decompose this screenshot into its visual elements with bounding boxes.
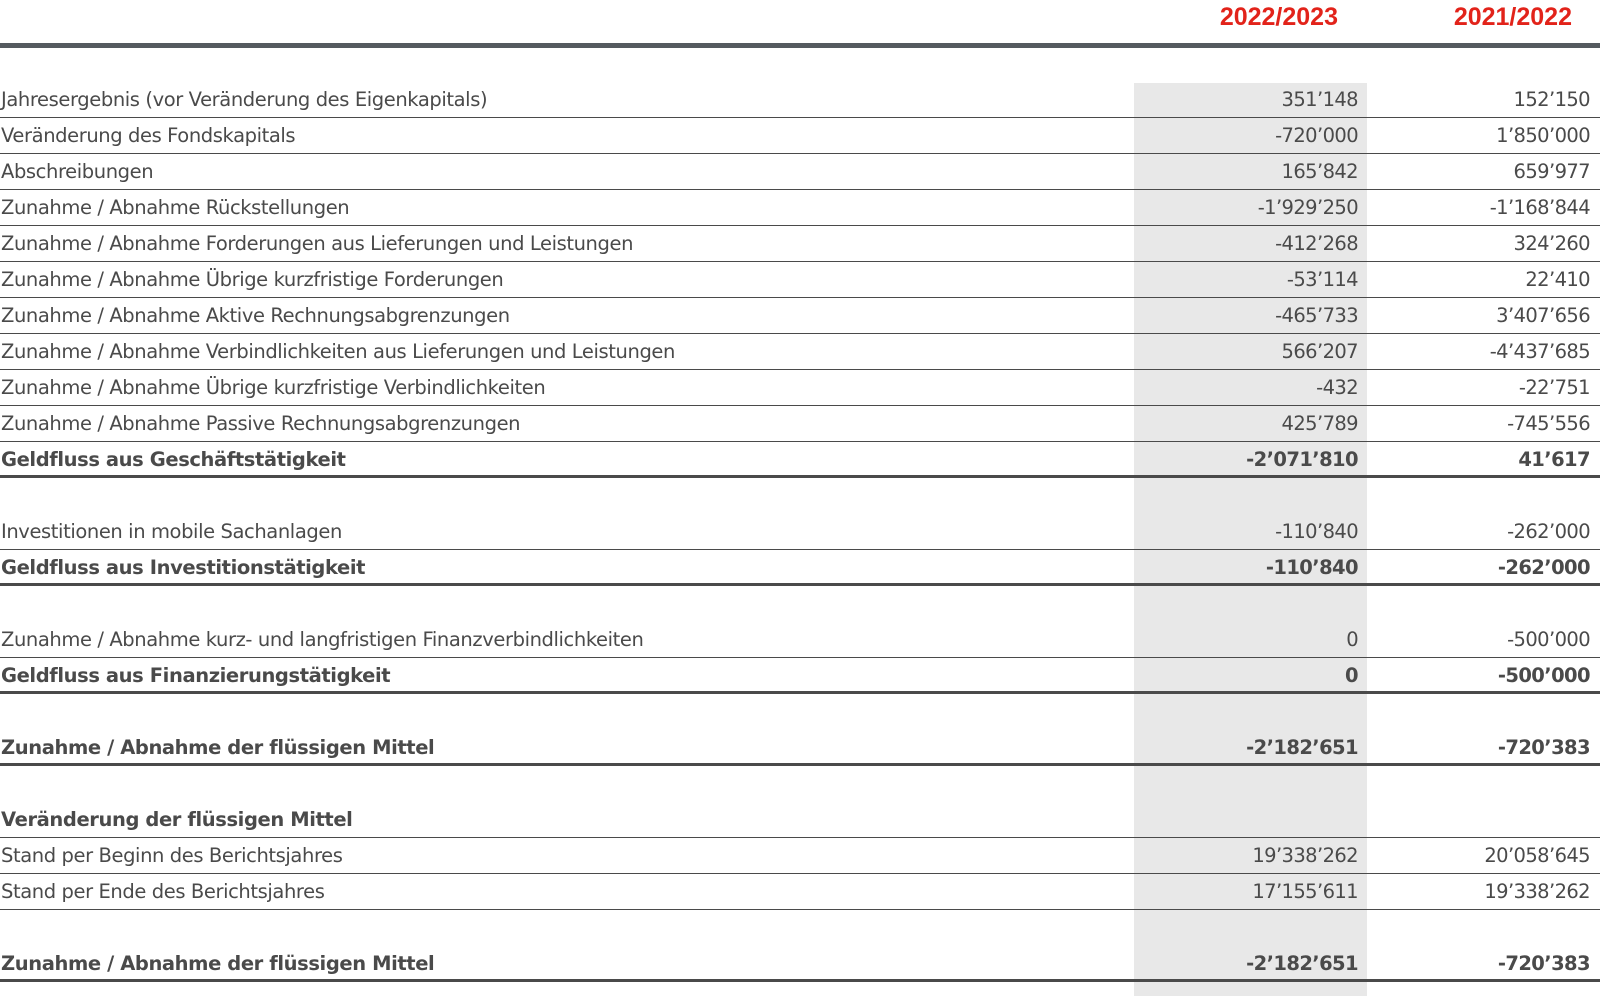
cash-flow-table (0, 82, 1600, 982)
value-previous: 41’617 (1518, 448, 1590, 471)
row-label: Abschreibungen (1, 160, 154, 183)
table-row (0, 298, 1600, 334)
value-previous: -262’000 (1497, 556, 1590, 579)
row-label: Stand per Beginn des Berichtsjahres (1, 844, 343, 867)
table-row (0, 82, 1600, 118)
value-previous: -745’556 (1507, 412, 1590, 435)
value-current: -2’182’651 (1246, 952, 1358, 975)
value-previous: -4’437’685 (1489, 340, 1590, 363)
row-label: Zunahme / Abnahme Übrige kurzfristige Verbindlichkeiten (1, 376, 546, 399)
value-current: -412’268 (1275, 232, 1358, 255)
row-label: Geldfluss aus Finanzierungstätigkeit (1, 664, 391, 687)
value-current: -465’733 (1275, 304, 1358, 327)
row-spacer (0, 586, 1600, 622)
subtotal-row (0, 442, 1600, 478)
row-spacer (0, 766, 1600, 802)
header-rule (0, 43, 1600, 48)
table-row (0, 622, 1600, 658)
value-previous: 324’260 (1513, 232, 1590, 255)
row-label: Zunahme / Abnahme kurz- und langfristigen Finanzverbindlichkeiten (1, 628, 644, 651)
value-current: -110’840 (1275, 520, 1358, 543)
table-row (0, 226, 1600, 262)
value-previous: 19’338’262 (1484, 880, 1590, 903)
value-previous: 22’410 (1525, 268, 1590, 291)
section-heading: Veränderung der flüssigen Mittel (1, 808, 353, 831)
column-header-2021-2022: 2021/2022 (1453, 3, 1572, 31)
table-row (0, 262, 1600, 298)
value-previous: -22’751 (1518, 376, 1590, 399)
table-row (0, 838, 1600, 874)
row-label: Veränderung des Fondskapitals (1, 124, 296, 147)
value-previous: -1’168’844 (1489, 196, 1590, 219)
value-previous: -500’000 (1497, 664, 1590, 687)
value-previous: -262’000 (1507, 520, 1590, 543)
table-row (0, 514, 1600, 550)
table-row (0, 334, 1600, 370)
subtotal-row (0, 658, 1600, 694)
value-current: 17’155’611 (1252, 880, 1358, 903)
row-spacer (0, 694, 1600, 730)
row-label: Zunahme / Abnahme der flüssigen Mittel (1, 952, 435, 975)
row-label: Zunahme / Abnahme der flüssigen Mittel (1, 736, 435, 759)
table-row (0, 154, 1600, 190)
row-label: Stand per Ende des Berichtsjahres (1, 880, 325, 903)
row-label: Jahresergebnis (vor Veränderung des Eigenkapitals) (1, 88, 488, 111)
total-row (0, 946, 1600, 982)
value-current: 351’148 (1281, 88, 1358, 111)
value-current: 165’842 (1281, 160, 1358, 183)
table-row (0, 370, 1600, 406)
row-label: Zunahme / Abnahme Passive Rechnungsabgrenzungen (1, 412, 521, 435)
subtotal-row (0, 550, 1600, 586)
value-previous: 152’150 (1513, 88, 1590, 111)
value-previous: 659’977 (1513, 160, 1590, 183)
value-current: 0 (1345, 664, 1358, 687)
value-previous: 3’407’656 (1496, 304, 1590, 327)
row-label: Zunahme / Abnahme Forderungen aus Lieferungen und Leistungen (1, 232, 634, 255)
row-spacer (0, 478, 1600, 514)
section-heading-row (0, 802, 1600, 838)
value-current: 19’338’262 (1252, 844, 1358, 867)
row-label: Geldfluss aus Geschäftstätigkeit (1, 448, 346, 471)
row-spacer (0, 910, 1600, 946)
column-header-2022-2023: 2022/2023 (1219, 3, 1338, 31)
row-label: Investitionen in mobile Sachanlagen (1, 520, 342, 543)
table-row (0, 118, 1600, 154)
row-label: Zunahme / Abnahme Aktive Rechnungsabgrenzungen (1, 304, 510, 327)
value-previous: -720’383 (1497, 952, 1590, 975)
table-row (0, 190, 1600, 226)
value-current: -720’000 (1275, 124, 1358, 147)
row-label: Zunahme / Abnahme Rückstellungen (1, 196, 350, 219)
row-label: Zunahme / Abnahme Übrige kurzfristige Forderungen (1, 268, 504, 291)
total-row (0, 730, 1600, 766)
row-label: Zunahme / Abnahme Verbindlichkeiten aus Lieferungen und Leistungen (1, 340, 675, 363)
value-current: 425’789 (1281, 412, 1358, 435)
value-current: -2’071’810 (1246, 448, 1358, 471)
table-row (0, 406, 1600, 442)
row-label: Geldfluss aus Investitionstätigkeit (1, 556, 366, 579)
value-current: -53’114 (1286, 268, 1358, 291)
value-current: -110’840 (1265, 556, 1358, 579)
value-previous: -500’000 (1507, 628, 1590, 651)
value-current: 0 (1346, 628, 1358, 651)
value-previous: 20’058’645 (1484, 844, 1590, 867)
value-current: -2’182’651 (1246, 736, 1358, 759)
value-previous: 1’850’000 (1496, 124, 1590, 147)
value-current: -1’929’250 (1257, 196, 1358, 219)
value-previous: -720’383 (1497, 736, 1590, 759)
value-current: 566’207 (1281, 340, 1358, 363)
table-row (0, 874, 1600, 910)
value-current: -432 (1316, 376, 1358, 399)
table-header (0, 0, 1600, 40)
